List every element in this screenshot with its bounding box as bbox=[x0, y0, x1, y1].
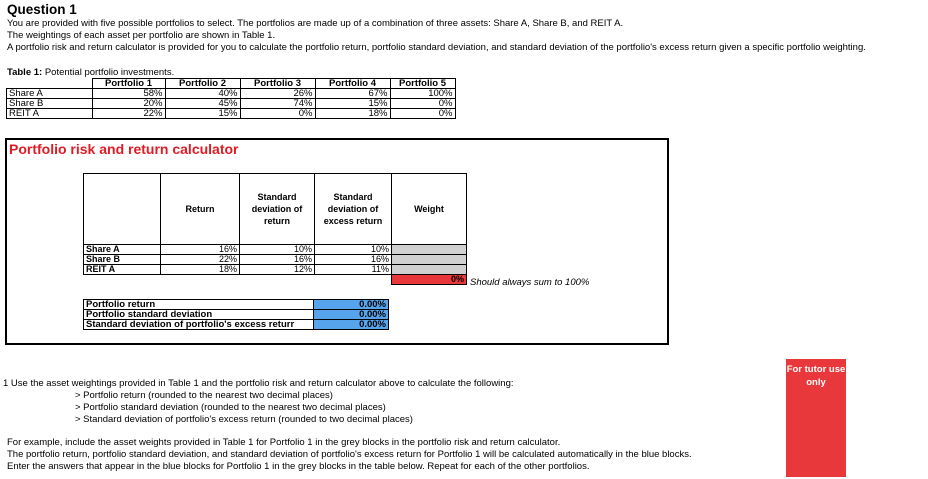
table-cell[interactable]: 20% bbox=[92, 99, 165, 109]
calculator-corner-cell bbox=[84, 174, 161, 245]
table-row bbox=[7, 99, 456, 109]
table-row bbox=[7, 109, 456, 119]
header-return: Return bbox=[161, 174, 240, 245]
output-row bbox=[84, 320, 389, 330]
weight-input[interactable] bbox=[392, 255, 467, 265]
table1-caption-text: Potential portfolio investments. bbox=[42, 67, 175, 78]
calculator-header-row bbox=[84, 174, 467, 245]
table-row-label: REIT A bbox=[7, 109, 93, 119]
calculator-title: Portfolio risk and return calculator bbox=[9, 141, 239, 157]
table-header-cell: Portfolio 4 bbox=[315, 79, 390, 89]
weight-input[interactable] bbox=[392, 265, 467, 275]
output-value: 0.00% bbox=[314, 310, 389, 320]
table-row-label: Share B bbox=[7, 99, 93, 109]
output-label: Portfolio return bbox=[84, 300, 314, 310]
table-cell[interactable]: 0% bbox=[390, 99, 455, 109]
task-bullet: > Standard deviation of portfolio's excess return (rounded to two decimal places) bbox=[75, 414, 413, 425]
output-label: Standard deviation of portfolio's excess returr bbox=[84, 320, 314, 330]
weight-sum-note: Should always sum to 100% bbox=[470, 277, 590, 288]
output-row bbox=[84, 310, 389, 320]
table-cell[interactable]: 22% bbox=[92, 109, 165, 119]
sd-cell: 16% bbox=[240, 255, 315, 265]
spacer-cell bbox=[84, 275, 161, 285]
portfolio-weights-table bbox=[6, 78, 456, 119]
task-paragraph: For example, include the asset weights provided in Table 1 for Portfolio 1 in the grey blocks in the portfolio risk and return calculator. bbox=[7, 437, 561, 448]
asset-label: Share A bbox=[84, 245, 161, 255]
task-paragraph: The portfolio return, portfolio standard deviation, and standard deviation of portfolio's excess return for Portfolio 1 will be calculated automatically in the blue blocks. bbox=[7, 449, 692, 460]
return-cell: 22% bbox=[161, 255, 240, 265]
sd-cell: 12% bbox=[240, 265, 315, 275]
table-cell[interactable]: 15% bbox=[165, 109, 240, 119]
table-header-cell: Portfolio 1 bbox=[92, 79, 165, 89]
task-instruction: 1 Use the asset weightings provided in Table 1 and the portfolio risk and return calculator above to calculate the following: bbox=[3, 378, 514, 389]
output-label: Portfolio standard deviation bbox=[84, 310, 314, 320]
table-corner-cell bbox=[7, 79, 93, 89]
table-cell[interactable]: 18% bbox=[315, 109, 390, 119]
intro-line-3: A portfolio risk and return calculator is provided for you to calculate the portfolio return, portfolio standard deviation, and standard deviation of the portfolio's excess return given a specific portfolio weighting. bbox=[7, 42, 866, 53]
table-cell[interactable]: 45% bbox=[165, 99, 240, 109]
spacer-cell bbox=[240, 275, 315, 285]
task-bullet: > Portfolio return (rounded to the nearest two decimal places) bbox=[75, 390, 333, 401]
intro-line-2: The weightings of each asset per portfolio are shown in Table 1. bbox=[7, 30, 276, 41]
table-header-row bbox=[7, 79, 456, 89]
table-cell[interactable]: 100% bbox=[390, 89, 455, 99]
table-cell[interactable]: 0% bbox=[240, 109, 315, 119]
return-cell: 16% bbox=[161, 245, 240, 255]
table1-caption bbox=[7, 67, 174, 78]
output-row bbox=[84, 300, 389, 310]
question-title: Question 1 bbox=[7, 2, 77, 17]
calculator-table bbox=[83, 173, 467, 285]
tutor-only-label: For tutor use only bbox=[786, 364, 846, 388]
asset-label: REIT A bbox=[84, 265, 161, 275]
table1-caption-label: Table 1: bbox=[7, 67, 43, 78]
sd-excess-cell: 10% bbox=[315, 245, 392, 255]
table-header-cell: Portfolio 3 bbox=[240, 79, 315, 89]
output-value: 0.00% bbox=[314, 320, 389, 330]
asset-label: Share B bbox=[84, 255, 161, 265]
return-cell: 18% bbox=[161, 265, 240, 275]
weight-input[interactable] bbox=[392, 245, 467, 255]
table-cell[interactable]: 0% bbox=[390, 109, 455, 119]
header-sd-excess-return: Standard deviation of excess return bbox=[315, 174, 392, 245]
table-row bbox=[7, 89, 456, 99]
tutor-only-box bbox=[786, 359, 846, 477]
sd-excess-cell: 16% bbox=[315, 255, 392, 265]
intro-line-1: You are provided with five possible portfolios to select. The portfolios are made up of a combination of three assets: Share A, Share B, and REIT A. bbox=[7, 18, 624, 29]
sd-cell: 10% bbox=[240, 245, 315, 255]
spacer-cell bbox=[315, 275, 392, 285]
task-paragraph: Enter the answers that appear in the blue blocks for Portfolio 1 in the grey blocks in the table below. Repeat for each of the other portfolios. bbox=[7, 461, 590, 472]
calculator-output-table bbox=[83, 299, 389, 330]
weight-total-cell: 0% bbox=[392, 275, 467, 285]
output-value: 0.00% bbox=[314, 300, 389, 310]
spacer-cell bbox=[161, 275, 240, 285]
task-bullet: > Portfolio standard deviation (rounded to the nearest two decimal places) bbox=[75, 402, 386, 413]
table-cell[interactable]: 67% bbox=[315, 89, 390, 99]
table-cell[interactable]: 26% bbox=[240, 89, 315, 99]
table-cell[interactable]: 15% bbox=[315, 99, 390, 109]
calculator-row bbox=[84, 245, 467, 255]
table-cell[interactable]: 40% bbox=[165, 89, 240, 99]
weight-total-row bbox=[84, 275, 467, 285]
calculator-row bbox=[84, 265, 467, 275]
table-cell[interactable]: 58% bbox=[92, 89, 165, 99]
table-row-label: Share A bbox=[7, 89, 93, 99]
table-cell[interactable]: 74% bbox=[240, 99, 315, 109]
calculator-row bbox=[84, 255, 467, 265]
header-sd-return: Standard deviation of return bbox=[240, 174, 315, 245]
header-weight: Weight bbox=[392, 174, 467, 245]
table-header-cell: Portfolio 5 bbox=[390, 79, 455, 89]
sd-excess-cell: 11% bbox=[315, 265, 392, 275]
table-header-cell: Portfolio 2 bbox=[165, 79, 240, 89]
